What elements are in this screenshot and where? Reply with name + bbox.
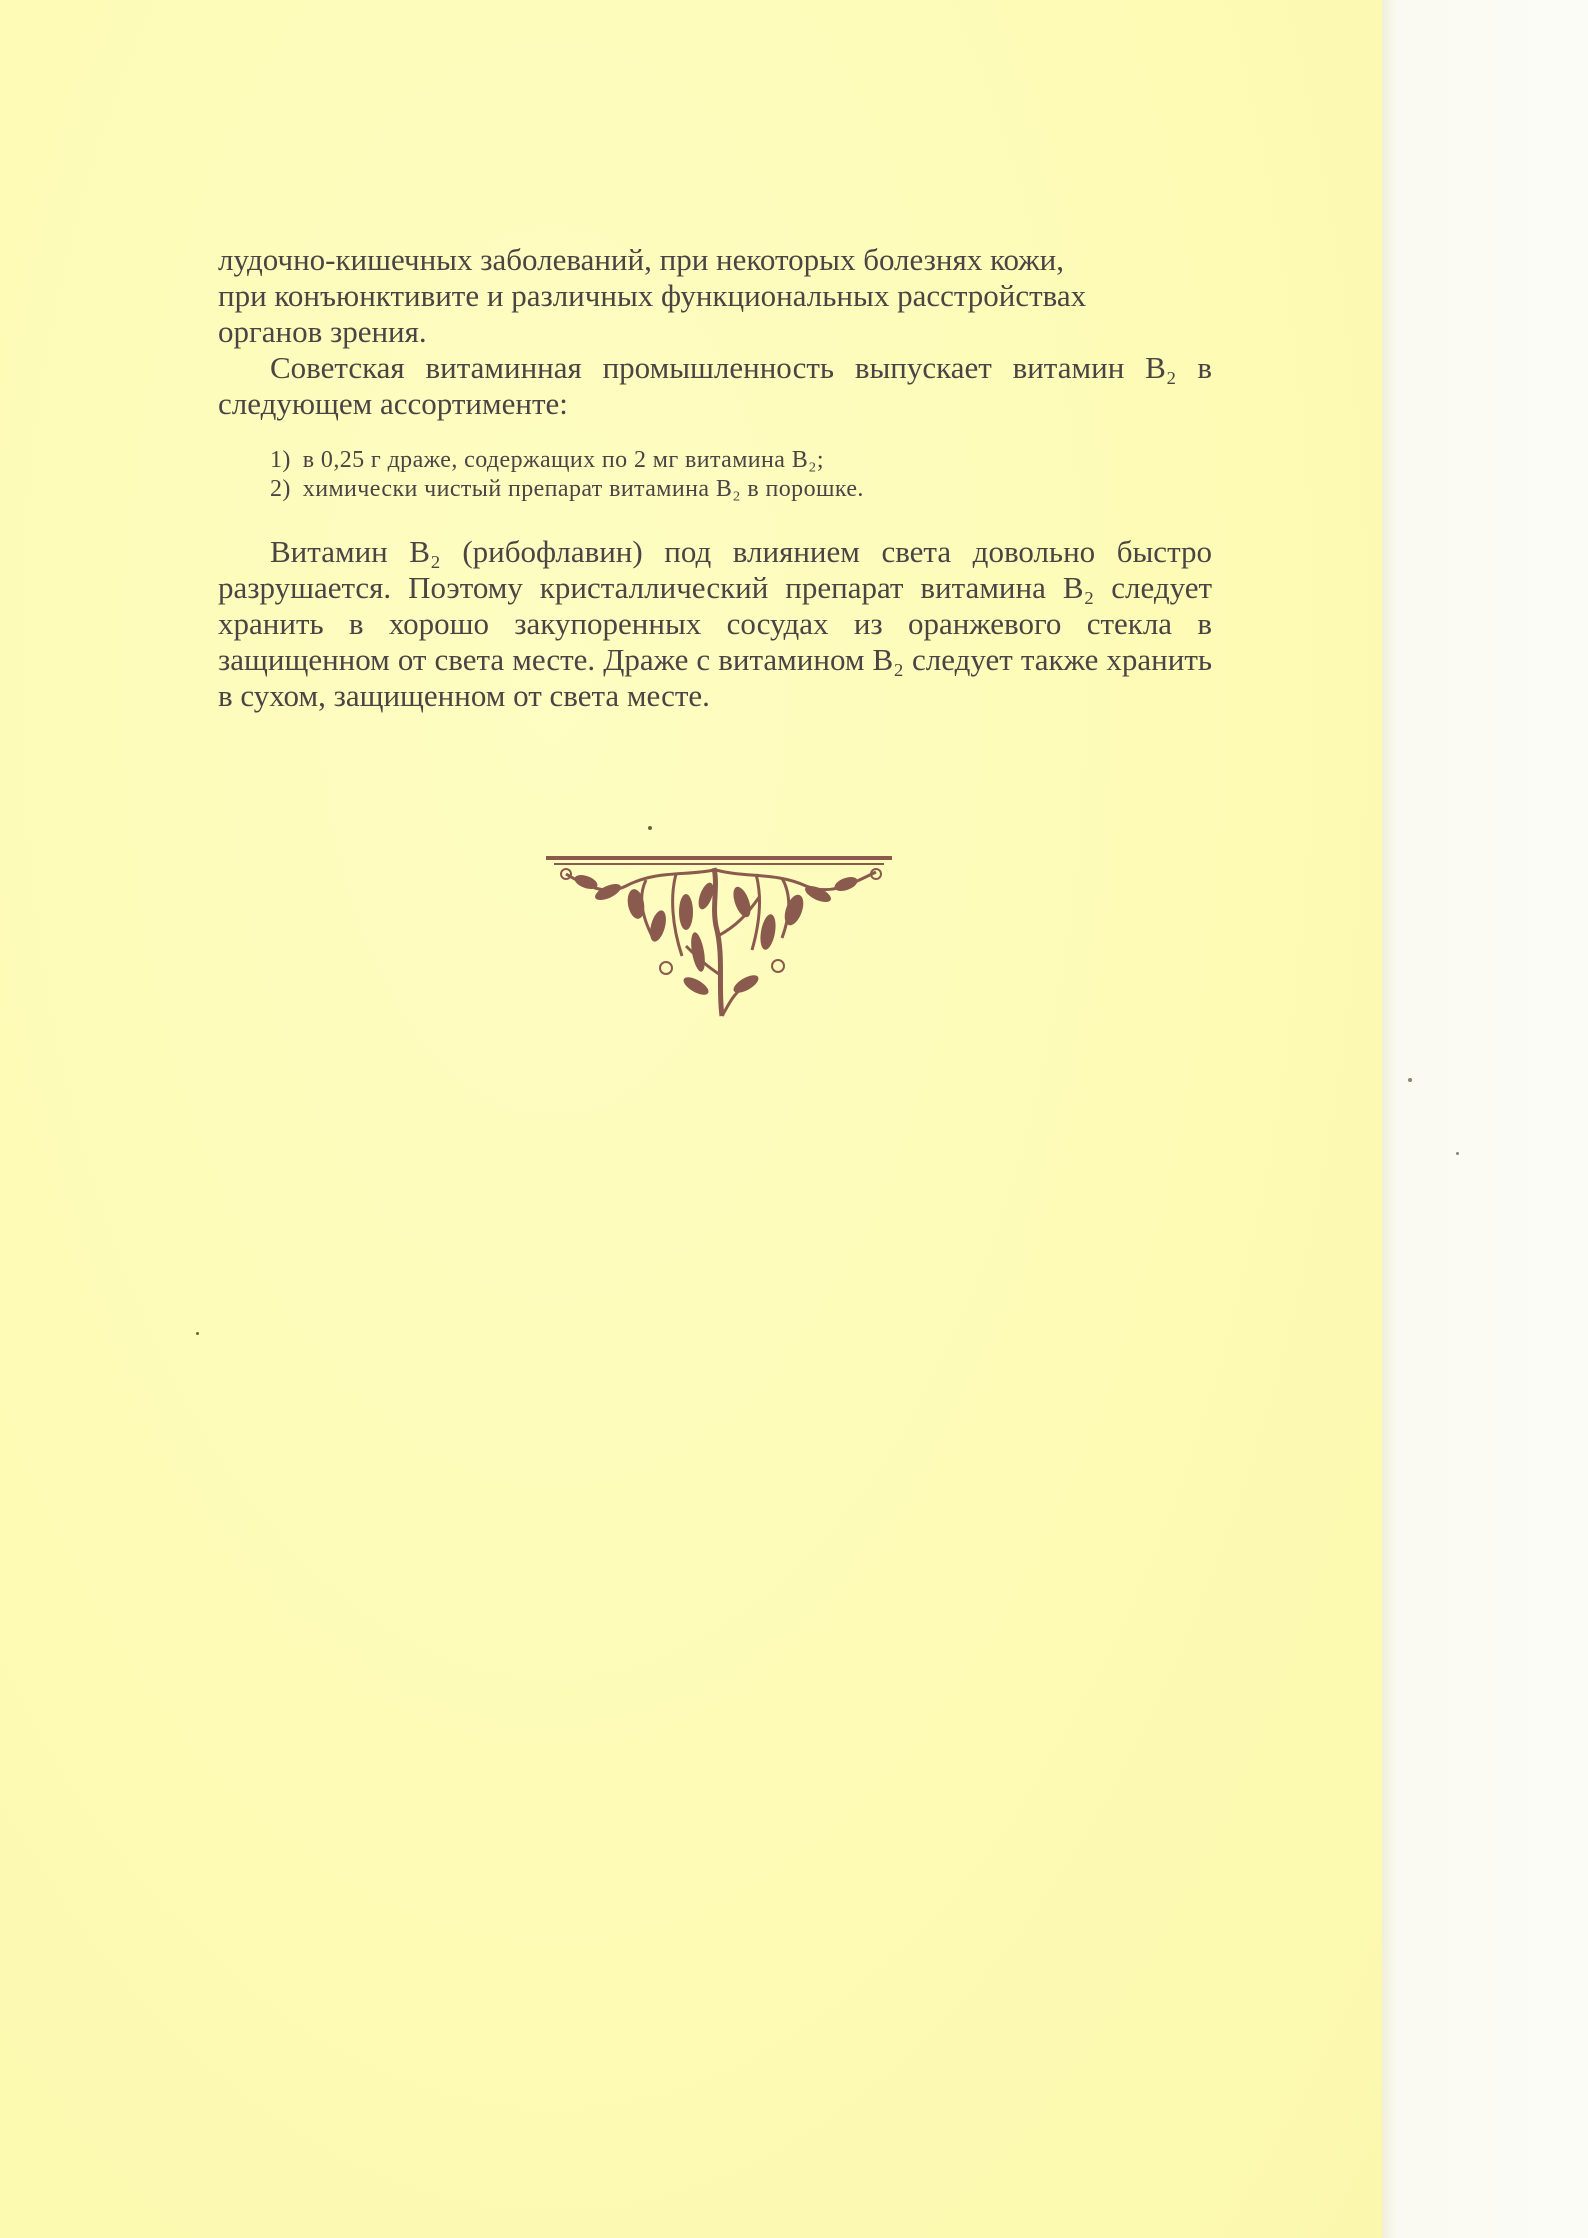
scan-speck bbox=[1408, 1078, 1412, 1082]
list-text: химически чистый препарат витамина B₂ в порошке. bbox=[302, 476, 864, 502]
list-text: в 0,25 г драже, содержащих по 2 мг витамина B₂; bbox=[302, 447, 824, 473]
paragraph-assortment: Советская витаминная промышленность выпускает витамин B₂ в следующем ассортименте: bbox=[218, 350, 1212, 421]
paragraph-storage: Витамин B₂ (рибофлавин) под влиянием света довольно быстро разрушается. Поэтому кристаллический препарат витамина B₂ следует хранить в хорошо закупоренных сосудах из оранжевого стекла в защищенном от света месте. Драже с витамином B₂ следует также хранить в сухом, защищенном от света месте. bbox=[218, 534, 1212, 713]
paragraph-line: органов зрения. bbox=[218, 314, 427, 349]
assortment-list bbox=[218, 446, 1212, 504]
scan-speck bbox=[1456, 1152, 1459, 1155]
body-text bbox=[218, 242, 1212, 714]
scan-speck bbox=[648, 826, 652, 830]
list-item bbox=[218, 446, 1212, 475]
list-number: 1) bbox=[270, 447, 291, 473]
list-number: 2) bbox=[270, 476, 291, 502]
paragraph-continuation bbox=[218, 242, 1212, 350]
scan-speck bbox=[196, 1332, 199, 1335]
paragraph-line: лудочно-кишечных заболеваний, при некоторых болезнях кожи, bbox=[218, 242, 1064, 277]
scan-margin bbox=[1382, 0, 1588, 2238]
floral-ornament bbox=[546, 856, 892, 1024]
paragraph-line: при конъюнктивите и различных функциональных расстройствах bbox=[218, 278, 1087, 313]
list-item bbox=[218, 475, 1212, 504]
